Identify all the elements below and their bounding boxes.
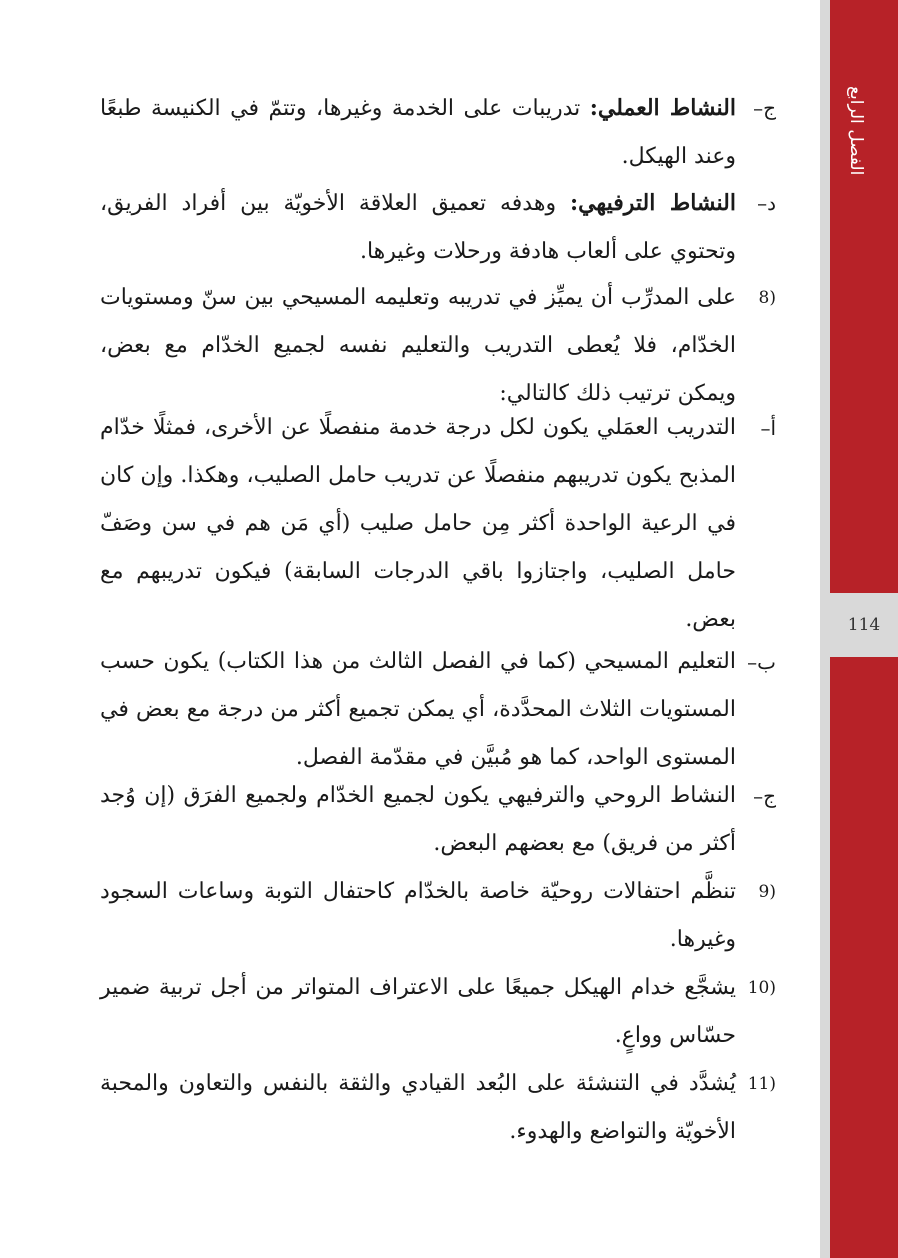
list-item-8 <box>100 274 776 418</box>
list-item-9 <box>100 868 776 964</box>
list-item-j-practical-activity <box>100 84 776 181</box>
page-number: 114 <box>847 615 881 635</box>
item-text: يُشدَّد في التنشئة على البُعد القيادي والثقة بالنفس والتعاون والمحبة الأخويّة والتواضع والهدوء. <box>100 1071 736 1144</box>
item-marker: أ– <box>760 416 776 440</box>
item-marker: ج– <box>753 784 776 808</box>
item-text: على المدرِّب أن يميِّز في تدريبه وتعليمه المسيحي بين سنّ ومستويات الخدّام، فلا يُعطى التدريب والتعليم نفسه لجميع الخدّام مع بعض، ويمكن ترتيب ذلك كالتالي: <box>100 285 736 406</box>
item-number: 8) <box>758 288 776 308</box>
item-text: النشاط الروحي والترفيهي يكون لجميع الخدّام ولجميع الفرَق (إن وُجد أكثر من فريق) مع بعضهم البعض. <box>100 783 736 856</box>
item-marker: ج– <box>753 96 776 120</box>
list-item-j-spiritual-activity <box>100 772 776 868</box>
item-body <box>100 179 736 276</box>
chapter-label: الفصل الرابع <box>846 86 866 176</box>
item-text: التدريب العمَلي يكون لكل درجة خدمة منفصلًا عن الأخرى، فمثلًا خدّام المذبح يكون تدريبهم منفصلًا عن تدريب حامل الصليب، وهكذا. وإن كان في الرعية الواحدة أكثر مِن حامل صليب (أي مَن هم في سن وصَفّ حامل الصليب، واجتازوا باقي الدرجات السابقة) فيكون تدريبهم مع بعض. <box>100 415 736 632</box>
item-body <box>100 84 736 181</box>
list-item-b-christian-education <box>100 638 776 782</box>
item-text: التعليم المسيحي (كما في الفصل الثالث من هذا الكتاب) يكون حسب المستويات الثلاث المحدَّدة، أي يمكن تجميع أكثر من درجة مع بعض في المستوى الواحد، كما هو مُبيَّن في مقدّمة الفصل. <box>100 649 736 770</box>
item-text: تدريبات على الخدمة وغيرها، وتتمّ في الكنيسة طبعًا وعند الهيكل. <box>100 96 736 169</box>
page-number-box <box>830 593 898 657</box>
item-marker: د– <box>757 191 776 215</box>
item-number: 10) <box>747 978 776 998</box>
item-title: النشاط العملي: <box>589 95 736 121</box>
item-marker: ب– <box>747 650 776 674</box>
list-item-d-recreational-activity <box>100 179 776 276</box>
sidebar-gray-strip <box>820 0 830 1258</box>
item-number: 11) <box>747 1074 776 1094</box>
list-item-10 <box>100 964 776 1060</box>
list-item-a-practical-training <box>100 404 776 644</box>
list-item-11 <box>100 1060 776 1156</box>
item-text: يشجَّع خدام الهيكل جميعًا على الاعتراف المتواتر من أجل تربية ضمير حسّاس وواعٍ. <box>100 975 736 1048</box>
item-number: 9) <box>758 882 776 902</box>
item-text: تنظَّم احتفالات روحيّة خاصة بالخدّام كاحتفال التوبة وساعات السجود وغيرها. <box>100 879 736 952</box>
sidebar-red-band-bottom <box>830 657 898 1258</box>
item-title: النشاط الترفيهي: <box>569 190 736 216</box>
item-text: وهدفه تعميق العلاقة الأخويّة بين أفراد الفريق، وتحتوي على ألعاب هادفة ورحلات وغيرها. <box>100 191 736 264</box>
